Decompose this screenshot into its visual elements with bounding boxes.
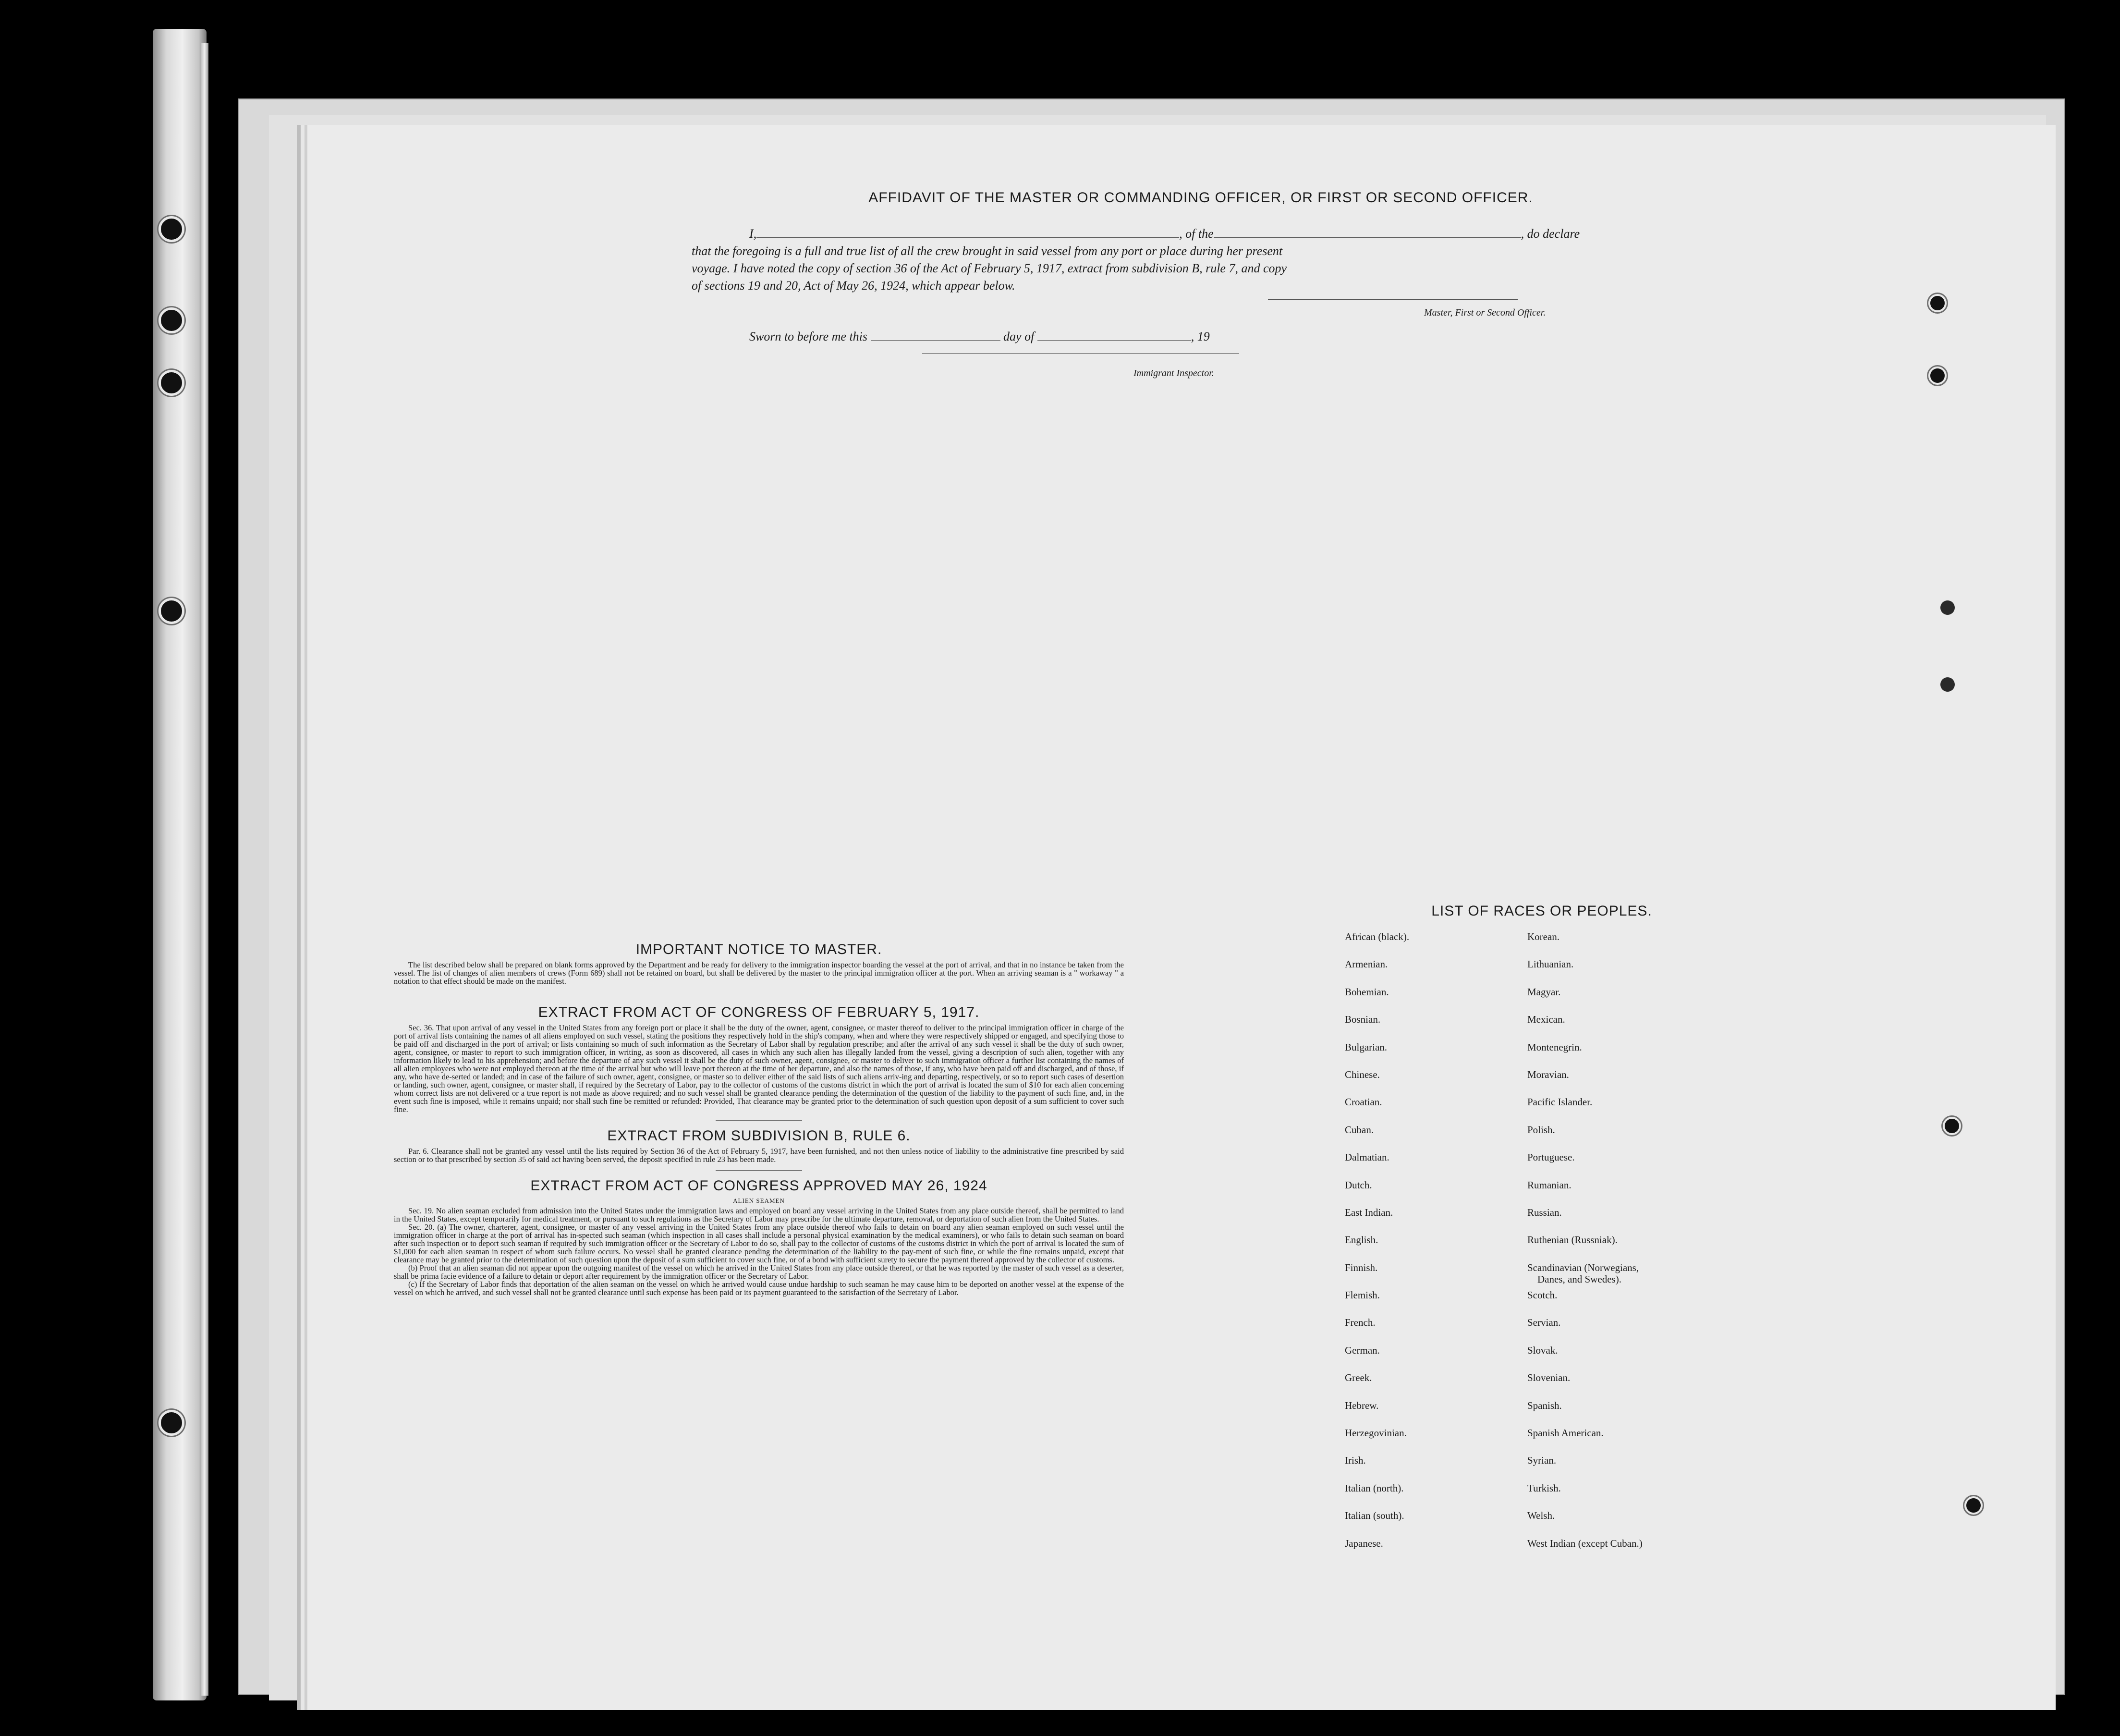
race-list-item: Scandinavian (Norwegians, Danes, and Swedes). xyxy=(1527,1261,1639,1285)
vessel-blank[interactable] xyxy=(1214,237,1521,238)
extract-1917-body: Sec. 36. That upon arrival of any vessel in the United States from any foreign port or place it shall be the duty of the owner, agent, consignee, or master thereof to deliver to the principal immigration officer in charge of the port of arrival lists containing the names of all aliens employed on such vessel, stating the positions they respectively hold in the ship's company, when and where they were respectively shipped or engaged, and specifying those to be paid off and discharged in the port of arrival; or lists containing so much of such information as the Secretary of Labor shall by regulation prescribe; and after the arrival of any such vessel it shall be the duty of such owner, agent, consignee, or master to report to such immigration officer, in writing, as soon as discovered, all cases in which any such alien has illegally landed from the vessel, giving a description of such alien, together with any information likely to lead to his apprehension; and before the departure of any such vessel it shall be the duty of such owner, agent, consignee, or master to deliver to such immigration officer a further list containing the names of all alien employees who were not employed thereon at the time of the arrival but who will leave port thereon at the time of her departure, and also the names of those, if any, who have been paid off and discharged, and of those, if any, who have de-serted or landed; and in case of the failure of such owner, agent, consignee, or master so to deliver either of the said lists of such aliens arriv-ing and departing, respectively, or so to report such cases of desertion or landing, such owner, agent, consignee, or master shall, if required by the Secretary of Labor, pay to the collector of customs of the customs district in which the port of arrival is located the sum of $10 for each alien concerning whom correct lists are not delivered or a true report is not made as above required; and no such vessel shall be granted clearance pending the determination of the question of the liability to the payment of such fine, and, in the event such fine is imposed, while it remains unpaid; nor shall such fine be remitted or refunded: Provided, That clearance may be granted prior to the determination of such question upon deposit of a sum sufficient to cover such fine. xyxy=(394,1023,1124,1114)
race-list-item: Korean. xyxy=(1527,931,1560,942)
race-list-item: Cuban. xyxy=(1345,1124,1374,1136)
year-label: , 19 xyxy=(1191,330,1210,343)
binder-hole xyxy=(158,216,184,242)
divider xyxy=(716,1120,802,1121)
alien-seamen-subhead: ALIEN SEAMEN xyxy=(733,1197,785,1204)
affidavit-of-label: , of the xyxy=(1179,227,1214,241)
race-list-item: French. xyxy=(1345,1317,1376,1329)
sworn-line xyxy=(749,328,1633,345)
inspector-signature-row xyxy=(692,345,1633,384)
sworn-day-blank[interactable] xyxy=(871,340,1000,341)
binder-edge xyxy=(201,43,208,1696)
punch-hole xyxy=(1940,600,1955,615)
inspector-signature-blank[interactable] xyxy=(922,353,1239,354)
race-list-item: Syrian. xyxy=(1527,1455,1557,1467)
race-list-item: Polish. xyxy=(1527,1124,1555,1136)
master-signature-blank[interactable] xyxy=(1268,299,1518,300)
race-list-item: Armenian. xyxy=(1345,958,1388,970)
divider xyxy=(716,1170,802,1171)
notice-body: The list described below shall be prepared on blank forms approved by the Department and be ready for delivery to the immigration inspector boarding the vessel at the port of arrival, and that in no instance be taken from the vessel. The list of changes of alien members of crews (Form 689) shall not be retained on board, but shall be delivered by the master to the principal immigration officer at the port. When an arriving seaman is a " workaway " a notation to that effect should be made on the manifest. xyxy=(394,960,1124,986)
race-list-item: Portuguese. xyxy=(1527,1151,1575,1163)
race-list-item: Russian. xyxy=(1527,1206,1562,1218)
punch-hole xyxy=(1928,294,1947,312)
name-blank[interactable] xyxy=(756,237,1179,238)
race-list-item: Montenegrin. xyxy=(1527,1041,1582,1053)
extract-rule6-title: EXTRACT FROM SUBDIVISION B, RULE 6. xyxy=(607,1128,911,1144)
race-list-item: German. xyxy=(1345,1344,1380,1356)
binder-hole xyxy=(158,370,184,396)
sec20b-text: (b) Proof that an alien seaman did not appear upon the outgoing manifest of the vessel on which he arrived in the United States from any place outside thereof, or that he was reported by the master of such vessel as a deserter, shall be prima facie evidence of a failure to detain or deport after requirement by the immigration officer or the Secretary of Labor. xyxy=(394,1263,1124,1281)
race-list-item: East Indian. xyxy=(1345,1206,1393,1218)
sec19-text: Sec. 19. No alien seaman excluded from admission into the United States under the immigration laws and employed on board any vessel arriving in the United States from any place outside thereof, shall be permitted to land in the United States, except temporarily for medical treatment, or pursuant to such regulations as the Secretary of Labor may prescribe for the ultimate departure, removal, or deportation of such alien from the United States. xyxy=(394,1206,1124,1223)
race-list-item: Welsh. xyxy=(1527,1510,1555,1522)
binder-hole xyxy=(158,307,184,333)
race-list-item: Ruthenian (Russniak). xyxy=(1527,1234,1618,1246)
race-list-item: Bohemian. xyxy=(1345,986,1389,998)
races-right-column xyxy=(1527,931,1710,1565)
race-list-item: Italian (north). xyxy=(1345,1482,1404,1494)
binder-spine xyxy=(153,29,207,1700)
race-list-item: Turkish. xyxy=(1527,1482,1561,1494)
punch-hole xyxy=(1940,677,1955,692)
race-list-item: African (black). xyxy=(1345,931,1410,942)
sec20c-text: (c) If the Secretary of Labor finds that deportation of the alien seaman on the vessel on which he arrived would cause undue hardship to such seaman he may cause him to be deported on another vessel at the expense of the vessel on which he arrived, and such vessel shall not be granted clearance until such expense has been paid or its payment guaranteed to the satisfaction of the Secretary of Labor. xyxy=(394,1280,1124,1297)
affidavit-declare-label: , do declare xyxy=(1521,227,1580,241)
sworn-label: Sworn to before me this xyxy=(749,330,868,343)
affidavit-text-line: voyage. I have noted the copy of section 36 of the Act of February 5, 1917, extract from subdivision B, rule 7, and copy xyxy=(692,261,1287,275)
affidavit-text-line: that the foregoing is a full and true list of all the crew brought in said vessel from any port or place during her present xyxy=(692,244,1283,258)
race-list-item: Mexican. xyxy=(1527,1014,1565,1026)
race-list-item: Moravian. xyxy=(1527,1068,1569,1080)
race-list-item: Greek. xyxy=(1345,1372,1372,1384)
binder-hole xyxy=(158,1410,184,1436)
race-list-item: Pacific Islander. xyxy=(1527,1096,1593,1108)
races-title: LIST OF RACES OR PEOPLES. xyxy=(1431,903,1652,919)
race-list-item: Flemish. xyxy=(1345,1289,1380,1301)
race-list-item: Bosnian. xyxy=(1345,1014,1381,1026)
race-list-item: English. xyxy=(1345,1234,1378,1246)
race-list-item: West Indian (except Cuban.) xyxy=(1527,1537,1643,1549)
notice-section xyxy=(394,941,1124,1296)
extract-1924-title: EXTRACT FROM ACT OF CONGRESS APPROVED MAY 26, 1924 xyxy=(530,1178,987,1194)
affidavit-text-line: of sections 19 and 20, Act of May 26, 1924, which appear below. xyxy=(692,279,1015,293)
extract-rule6-body: Par. 6. Clearance shall not be granted any vessel until the lists required by Section 36 of the Act of February 5, 1917, have been furnished, and not then unless notice of liability to the administrative fine prescribed by said section or to that prescribed by section 35 of said act having been served, the deposit specified in rule 23 has been made. xyxy=(394,1147,1124,1164)
race-list-item: Spanish. xyxy=(1527,1399,1562,1411)
inspector-label: Immigrant Inspector. xyxy=(1133,368,1214,379)
race-list-item: Scotch. xyxy=(1527,1289,1558,1301)
race-list-item: Croatian. xyxy=(1345,1096,1382,1108)
race-list-item: Dalmatian. xyxy=(1345,1151,1389,1163)
race-list-item: Lithuanian. xyxy=(1527,958,1574,970)
master-label: Master, First or Second Officer. xyxy=(1424,307,1546,318)
race-list-item: Chinese. xyxy=(1345,1068,1380,1080)
race-list-item: Irish. xyxy=(1345,1455,1366,1467)
race-list-item: Dutch. xyxy=(1345,1179,1372,1191)
affidavit-i-label: I, xyxy=(749,227,757,241)
race-list-item: Japanese. xyxy=(1345,1537,1383,1549)
race-list-item: Italian (south). xyxy=(1345,1510,1404,1522)
binder-hole xyxy=(158,598,184,624)
punch-hole xyxy=(1928,367,1947,385)
race-list-item: Servian. xyxy=(1527,1317,1561,1329)
race-list-item: Slovak. xyxy=(1527,1344,1558,1356)
sec20a-text: Sec. 20. (a) The owner, charterer, agent, consignee, or master of any vessel arriving in the United States from any place outside thereof who fails to detain on board any alien seaman employed on such vessel until the immigration officer in charge at the port of arrival has in-spected such seaman (which inspection in all cases shall include a personal physical examination by the medical examiners), or who fails to detain such seaman on board after such inspection or to deport such seaman if required by such immigration officer or the Secretary of Labor to do so, shall pay to the collector of customs of the customs district in which the port of arrival is located the sum of $1,000 for each alien seaman in respect of whom such failure occurs. No vessel shall be granted clearance pending the determination of the liability to the pay-ment of such fine, or while the fine remains unpaid, except that clearance may be granted prior to the determination of such question upon the deposit of a sum sufficient to cover such fine, or of a bond with sufficient surety to secure the payment thereof approved by the collector of customs. xyxy=(394,1223,1124,1264)
race-list-item: Herzegovinian. xyxy=(1345,1427,1407,1439)
races-section xyxy=(1345,903,1719,1565)
race-list-item: Finnish. xyxy=(1345,1261,1378,1273)
races-left-column xyxy=(1345,931,1527,1565)
notice-title: IMPORTANT NOTICE TO MASTER. xyxy=(635,941,882,957)
day-of-label: day of xyxy=(1003,330,1035,343)
punch-hole xyxy=(1964,1496,1983,1515)
master-signature-row xyxy=(692,294,1633,328)
race-list-item: Rumanian. xyxy=(1527,1179,1572,1191)
race-list-item: Slovenian. xyxy=(1527,1372,1571,1384)
extract-1917-title: EXTRACT FROM ACT OF CONGRESS OF FEBRUARY 5, 1917. xyxy=(538,1004,980,1020)
affidavit-declaration-line xyxy=(749,225,1633,243)
sworn-month-blank[interactable] xyxy=(1037,340,1191,341)
race-list-item: Magyar. xyxy=(1527,986,1561,998)
race-list-item: Bulgarian. xyxy=(1345,1041,1388,1053)
race-list-item: Hebrew. xyxy=(1345,1399,1379,1411)
punch-hole xyxy=(1943,1117,1961,1135)
affidavit-title: AFFIDAVIT OF THE MASTER OR COMMANDING OFFICER, OR FIRST OR SECOND OFFICER. xyxy=(868,190,1533,206)
affidavit-section xyxy=(692,190,1633,384)
race-list-item: Spanish American. xyxy=(1527,1427,1604,1439)
